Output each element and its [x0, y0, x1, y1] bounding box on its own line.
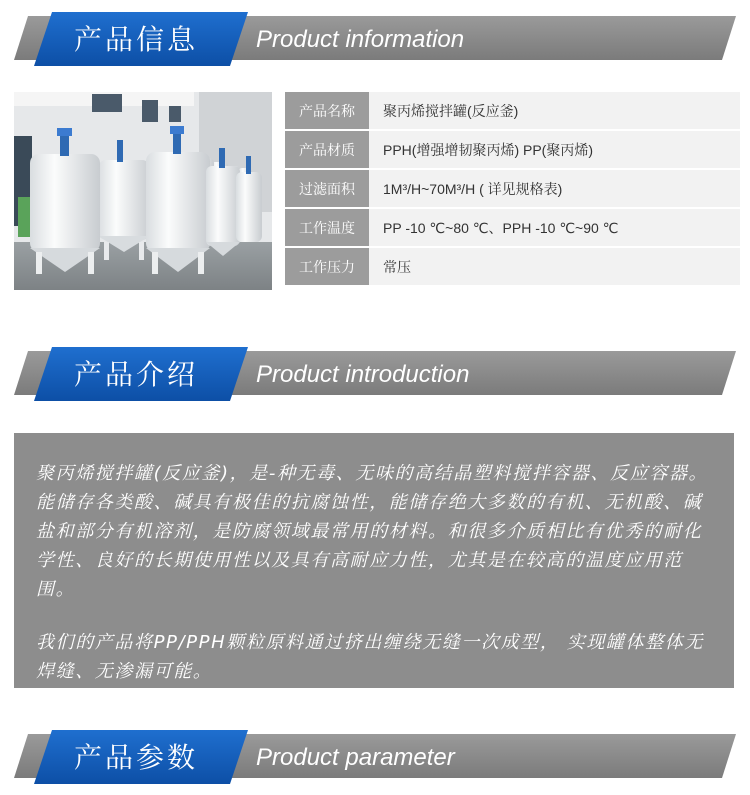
tank-photo-illustration: [14, 92, 272, 290]
section-title-cn: 产品参数: [74, 741, 199, 774]
product-photo: [14, 92, 272, 290]
info-row-material: [285, 131, 740, 168]
product-info-table: [285, 92, 740, 287]
info-row-pressure: [285, 248, 740, 285]
info-value: 1M³/H~70M³/H ( 详见规格表): [383, 180, 563, 197]
intro-text-box: [14, 433, 734, 688]
info-value: PP -10 ℃~80 ℃、PPH -10 ℃~90 ℃: [383, 219, 619, 236]
info-label: 过滤面积: [285, 170, 369, 207]
intro-paragraph: 聚丙烯搅拌罐(反应釜)，是-种无毒、无味的高结晶塑料搅拌容器、反应容器。能储存各类酸、碱具有极佳的抗腐蚀性，能储存绝大多数的有机、无机酸、碱盐和部分有机溶剂，是防腐领域最常用的材料。和很多介质相比有优秀的耐化学性、良好的长期使用性以及具有高耐应力性，尤其是在较高的温度应用范围。: [36, 463, 709, 600]
info-row-filter-area: [285, 170, 740, 207]
info-value: 聚丙烯搅拌罐(反应釜): [383, 102, 519, 119]
section-title-en: Product introduction: [256, 361, 470, 388]
info-label: 产品材质: [285, 131, 369, 168]
info-label: 工作压力: [285, 248, 369, 285]
info-value: PPH(增强增韧聚丙烯) PP(聚丙烯): [383, 141, 593, 158]
info-row-name: [285, 92, 740, 129]
section-banner-param: [0, 730, 750, 788]
section-title-cn: 产品信息: [74, 23, 199, 56]
section-banner-intro: [0, 347, 750, 405]
section-title-en: Product parameter: [256, 744, 455, 771]
section-title-cn: 产品介绍: [74, 358, 199, 391]
info-value: 常压: [383, 258, 411, 275]
intro-paragraph: 我们的产品将PP/PPH颗粒原料通过挤出缠绕无缝一次成型， 实现罐体整体无焊缝、无渗漏可能。: [36, 632, 704, 682]
info-label: 产品名称: [285, 92, 369, 129]
section-title-en: Product information: [256, 26, 465, 53]
info-row-temperature: [285, 209, 740, 246]
info-label: 工作温度: [285, 209, 369, 246]
section-banner-info: [0, 12, 750, 70]
